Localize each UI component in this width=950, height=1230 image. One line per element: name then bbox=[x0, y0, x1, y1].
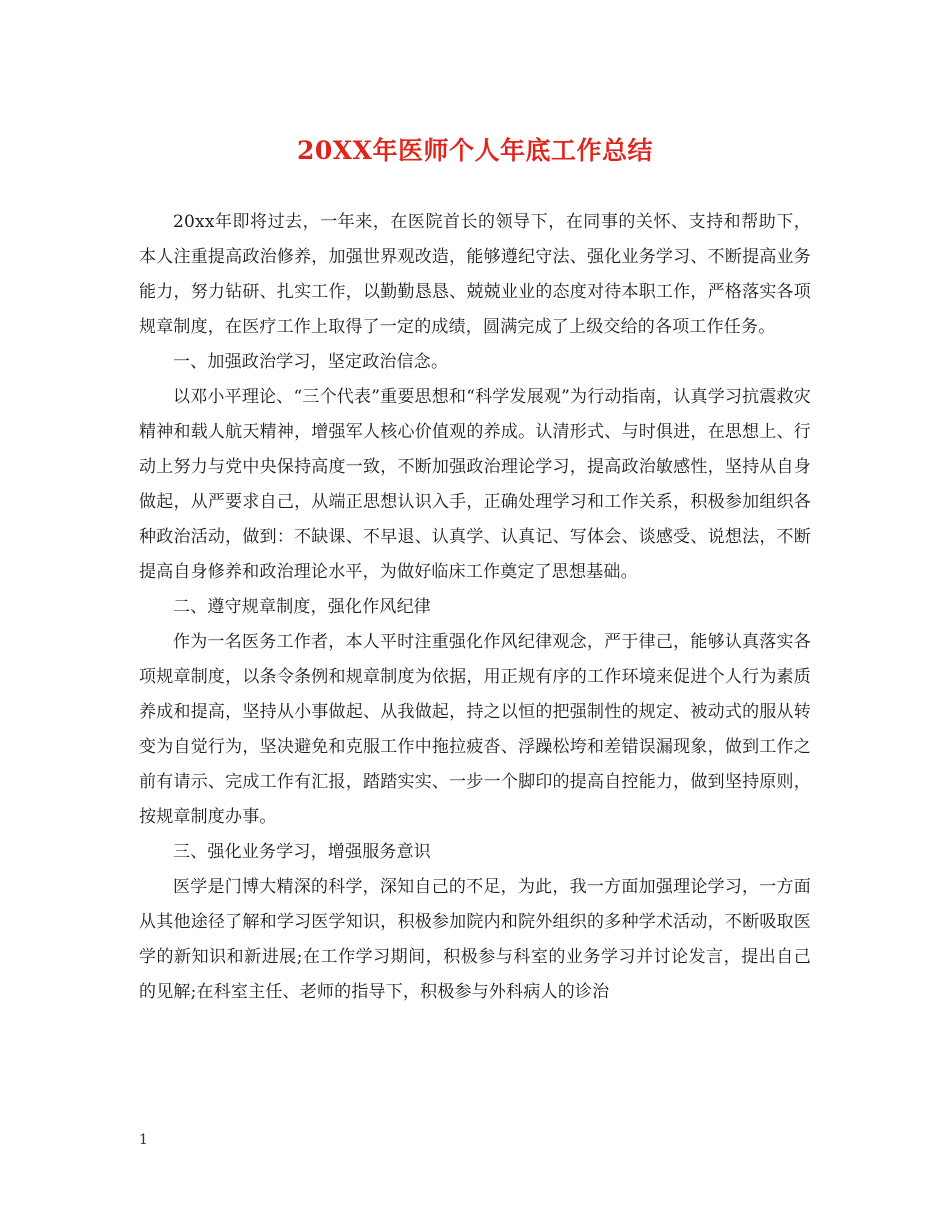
document-title: 20XX年医师个人年底工作总结 bbox=[296, 136, 654, 165]
page-number: 1 bbox=[139, 1132, 148, 1148]
section-heading-3: 三、强化业务学习，增强服务意识 bbox=[173, 842, 431, 862]
document-body bbox=[139, 205, 811, 1010]
section-heading-1: 一、加强政治学习，坚定政治信念。 bbox=[173, 352, 449, 372]
section-2-paragraph: 作为一名医务工作者，本人平时注重强化作风纪律观念，严于律己，能够认真落实各项规章制度，以条令条例和规章制度为依据，用正规有序的工作环境来促进个人行为素质养成和提高，坚持从小事做起、从我做起，持之以恒的把强制性的规定、被动式的服从转变为自觉行为，坚决避免和克服工作中拖拉疲沓、浮躁松垮和差错误漏现象，做到工作之前有请示、完成工作有汇报，踏踏实实、一步一个脚印的提高自控能力，做到坚持原则，按规章制度办事。 bbox=[139, 632, 811, 827]
intro-paragraph: 20xx年即将过去，一年来，在医院首长的领导下，在同事的关怀、支持和帮助下，本人注重提高政治修养，加强世界观改造，能够遵纪守法、强化业务学习、不断提高业务能力，努力钻研、扎实工作，以勤勤恳恳、兢兢业业的态度对待本职工作，严格落实各项规章制度，在医疗工作上取得了一定的成绩，圆满完成了上级交给的各项工作任务。 bbox=[139, 212, 811, 337]
section-3-paragraph: 医学是门博大精深的科学，深知自己的不足，为此，我一方面加强理论学习，一方面从其他途径了解和学习医学知识，积极参加院内和院外组织的多种学术活动，不断吸取医学的新知识和新进展;在工作学习期间，积极参与科室的业务学习并讨论发言，提出自己的见解;在科室主任、老师的指导下，积极参与外科病人的诊治 bbox=[139, 877, 811, 1002]
section-1-paragraph: 以邓小平理论、“三个代表”重要思想和“科学发展观”为行动指南，认真学习抗震救灾精神和载人航天精神，增强军人核心价值观的养成。认清形式、与时俱进，在思想上、行动上努力与党中央保持高度一致，不断加强政治理论学习，提高政治敏感性，坚持从自身做起，从严要求自己，从端正思想认识入手，正确处理学习和工作关系，积极参加组织各种政治活动，做到：不缺课、不早退、认真学、认真记、写体会、谈感受、说想法，不断提高自身修养和政治理论水平，为做好临床工作奠定了思想基础。 bbox=[139, 387, 811, 582]
section-heading-2: 二、遵守规章制度，强化作风纪律 bbox=[173, 597, 431, 617]
